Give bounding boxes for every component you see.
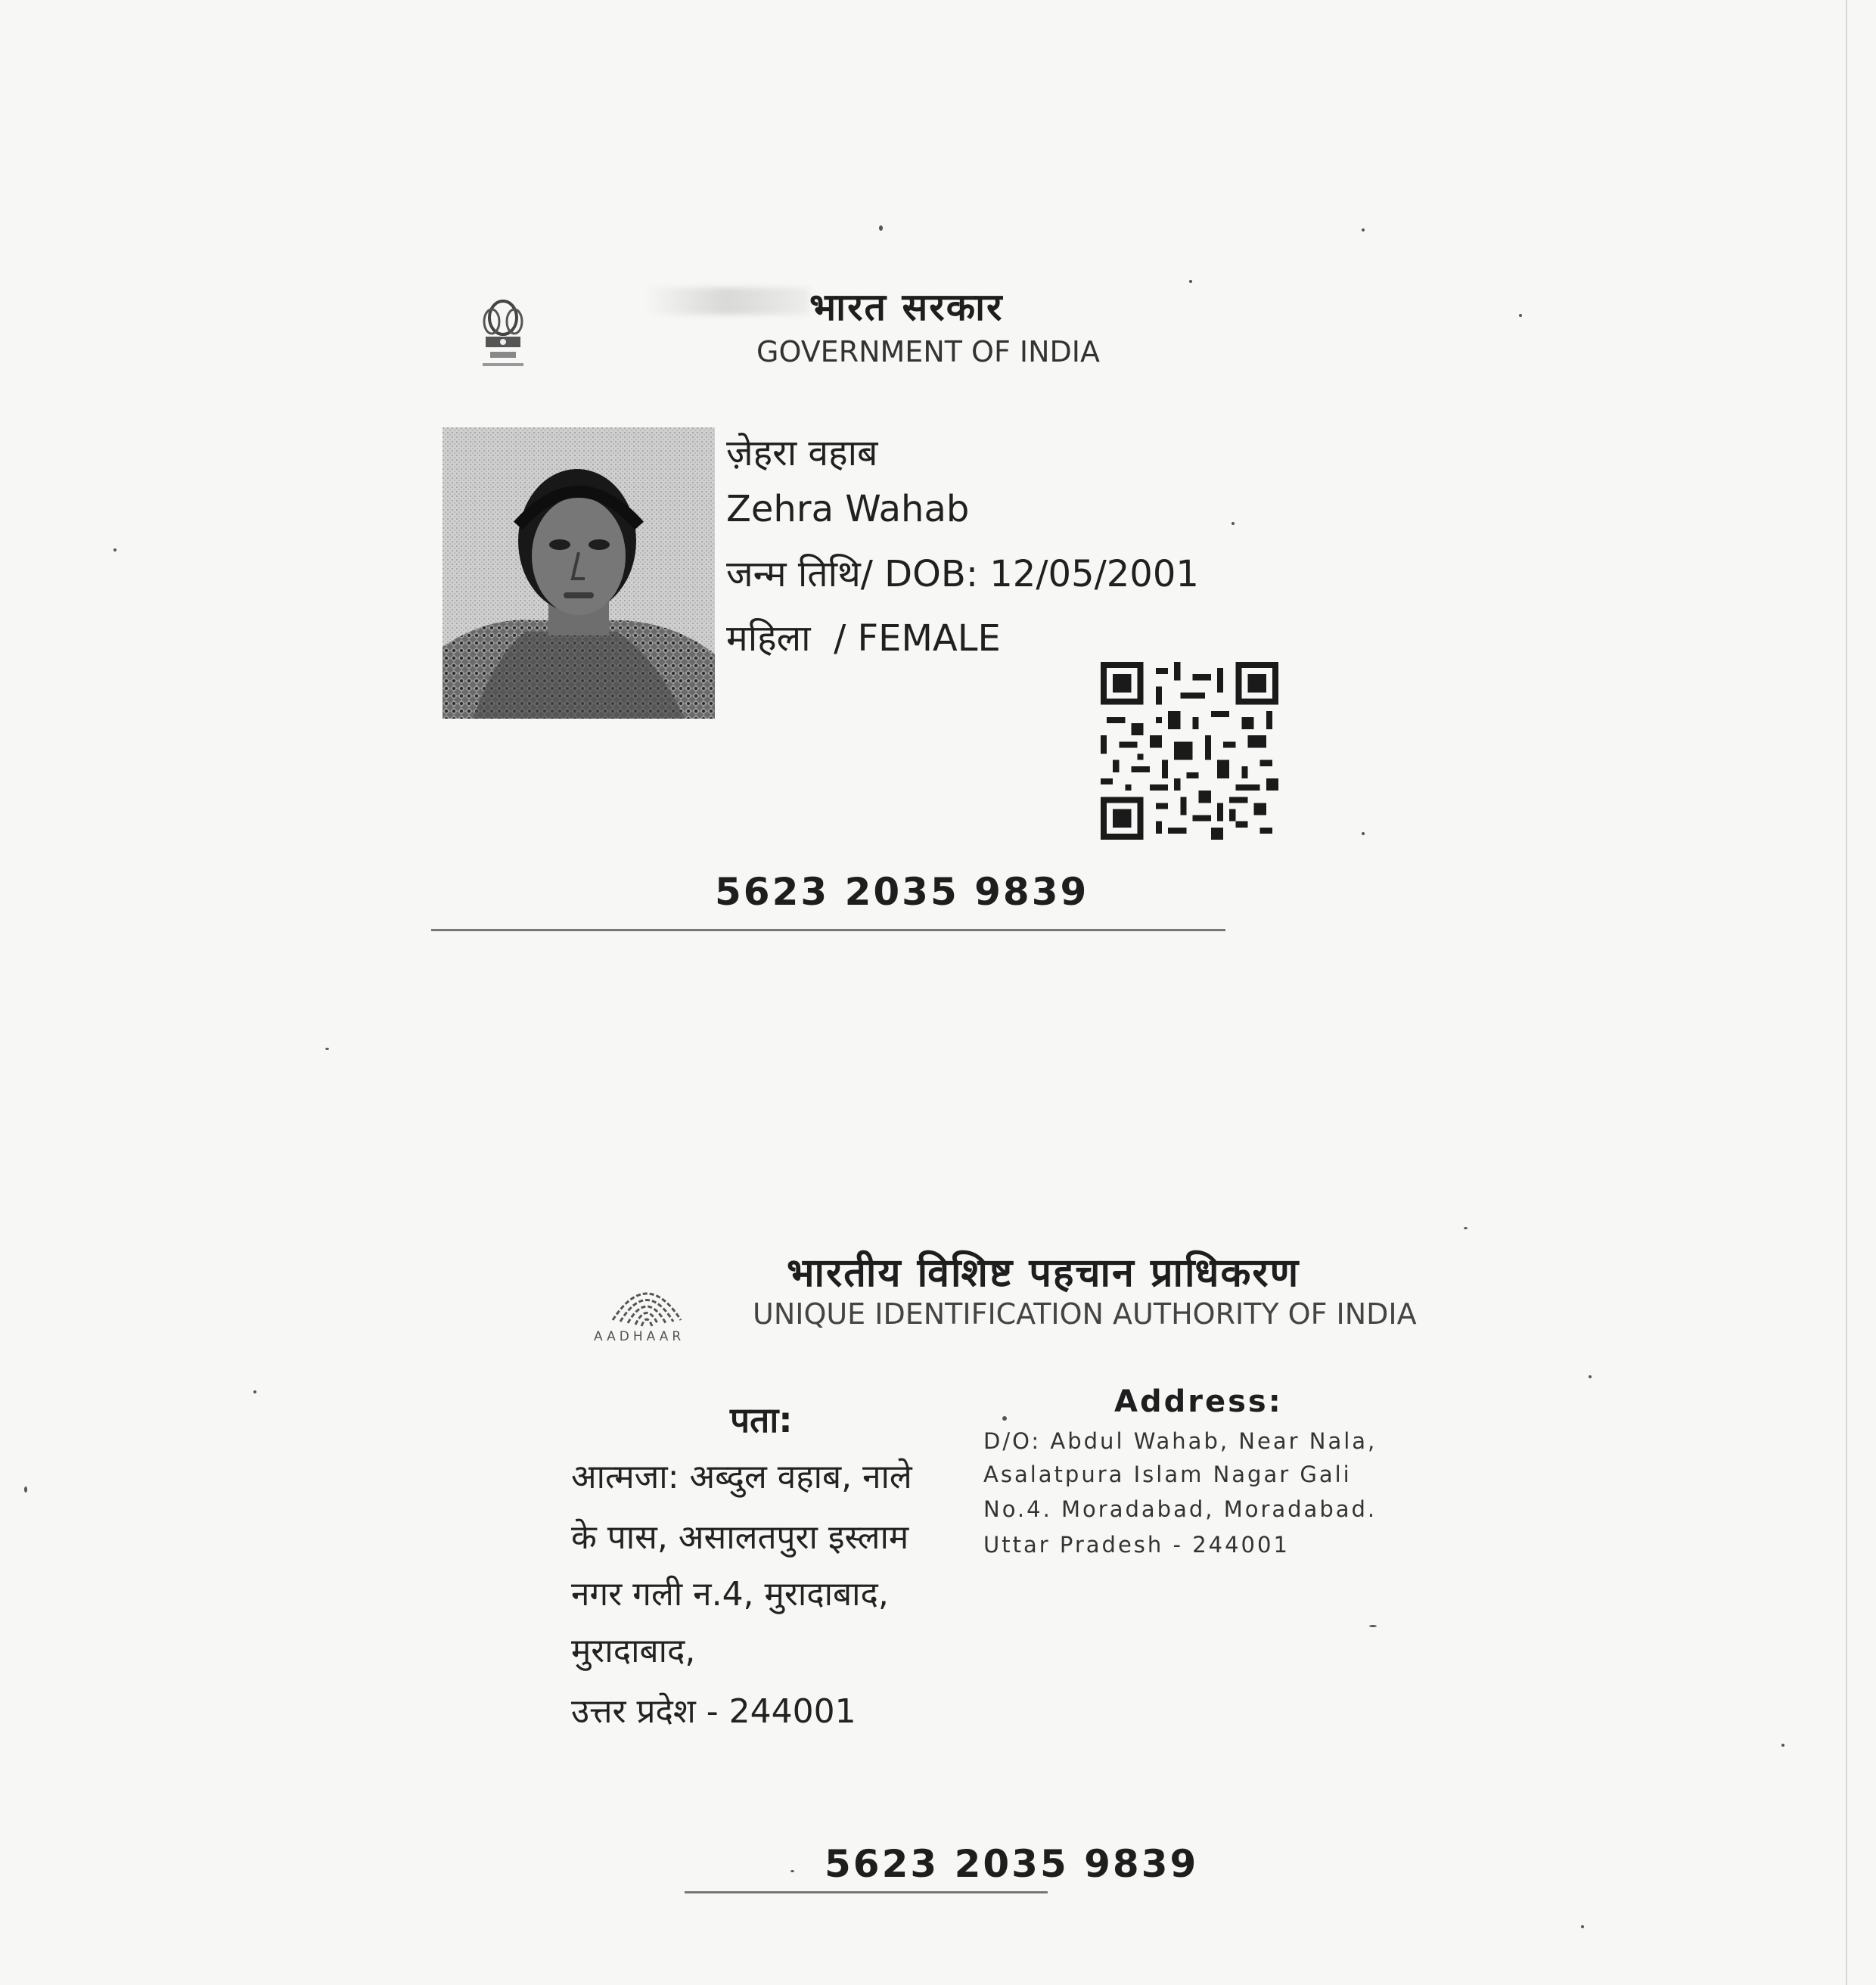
scan-speck <box>1189 280 1192 283</box>
scan-speck <box>1519 314 1522 317</box>
address-hindi-line: मुरादाबाद, <box>571 1632 696 1670</box>
header-smudge <box>643 287 809 315</box>
scan-speck <box>790 1870 794 1872</box>
aadhaar-number-front: 5623 2035 9839 <box>715 870 1089 914</box>
aadhaar-logo-text: AADHAAR <box>594 1329 685 1344</box>
divider-line <box>431 929 1225 931</box>
qr-code <box>1101 662 1278 840</box>
divider-line <box>685 1891 1048 1893</box>
scan-edge-line <box>1846 0 1847 1985</box>
scan-speck <box>253 1390 256 1393</box>
scan-speck <box>1464 1227 1468 1229</box>
scan-speck <box>1232 522 1235 525</box>
holder-name-english: Zehra Wahab <box>726 488 970 530</box>
aadhaar-number-back: 5623 2035 9839 <box>825 1842 1199 1886</box>
address-english-line: Asalatpura Islam Nagar Gali <box>983 1462 1352 1487</box>
authority-title-english: UNIQUE IDENTIFICATION AUTHORITY OF INDIA <box>753 1297 1417 1331</box>
address-label-hindi: पता: <box>730 1399 793 1440</box>
address-english-line: D/O: Abdul Wahab, Near Nala, <box>983 1428 1377 1454</box>
address-label-english: Address: <box>1114 1384 1283 1419</box>
date-of-birth: जन्म तिथि/ DOB: 12/05/2001 <box>726 553 1199 595</box>
government-title-english: GOVERNMENT OF INDIA <box>756 335 1100 368</box>
holder-name-hindi: ज़ेहरा वहाब <box>726 432 878 474</box>
scan-speck <box>113 548 116 551</box>
scan-speck <box>1362 228 1365 231</box>
gender: महिला / FEMALE <box>726 617 1001 660</box>
scan-speck <box>24 1486 27 1493</box>
address-english-line: No.4. Moradabad, Moradabad. <box>983 1496 1377 1522</box>
address-english-line: Uttar Pradesh - 244001 <box>983 1532 1290 1558</box>
scan-speck <box>1589 1375 1592 1378</box>
address-hindi-line: आत्मजा: अब्दुल वहाब, नाले <box>571 1458 912 1496</box>
national-emblem-icon <box>469 291 537 382</box>
government-title-hindi: भारत सरकार <box>809 285 1004 329</box>
scan-speck <box>1362 832 1365 835</box>
scan-speck <box>325 1048 329 1050</box>
address-hindi-line: नगर गली न.4, मुरादाबाद, <box>571 1575 889 1614</box>
authority-title-hindi: भारतीय विशिष्ट पहचान प्राधिकरण <box>787 1250 1300 1296</box>
address-hindi-line: उत्तर प्रदेश - 244001 <box>571 1692 856 1731</box>
scan-speck <box>1781 1744 1784 1747</box>
address-hindi-line: के पास, असालतपुरा इस्लाम <box>571 1518 909 1557</box>
scan-speck <box>1581 1925 1584 1928</box>
scan-speck <box>879 225 883 231</box>
scan-speck <box>1369 1625 1377 1627</box>
scan-speck <box>1002 1416 1007 1421</box>
holder-photo <box>443 427 715 719</box>
